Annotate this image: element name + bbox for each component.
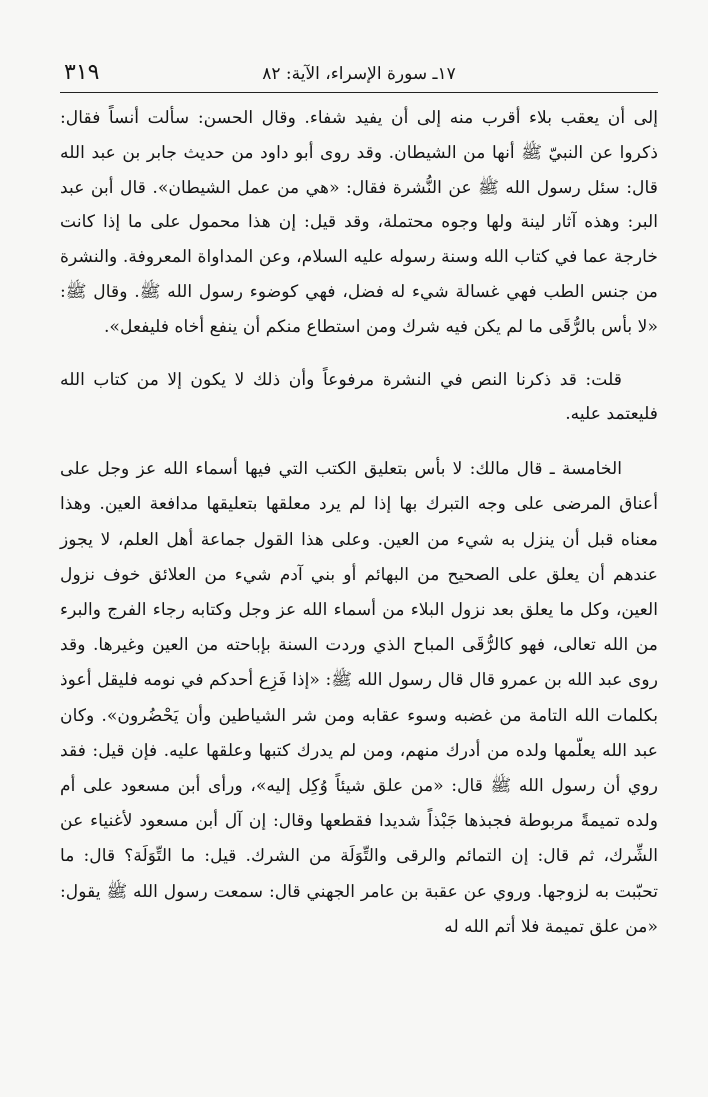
paragraph-fifth-issue: الخامسة ـ قال مالك: لا بأس بتعليق الكتب التي فيها أسماء الله عز وجل على أعناق المرضى على وجه التبرك بها إذا لم يرد معلقها بتعليقها مدافعة العين. وهذا معناه قبل أن ينزل به شيء من العين. وعلى هذا القول جماعة أهل العلم، لا يجوز عندهم أن يعلق على الصحيح من البهائم أو بني آدم شيء من العلائق خوف نزول العين، وكل ما يعلق بعد نزول البلاء من أسماء الله عز وجل وكتابه رجاء الفرج والبرء من الله تعالى، فهو كالرُّقَى المباح الذي وردت السنة بإباحته من العين وغيرها. وقد روى عبد الله بن عمرو قال قال رسول الله ﷺ: «إذا فَزِع أحدكم في نومه فليقل أعوذ بكلمات الله التامة من غضبه وسوء عقابه ومن شر الشياطين وأن يَحْضُرون». وكان عبد الله يعلّمها ولده من أدرك منهم، ومن لم يدرك كتبها وعلقها عليه. فإن قيل: فقد روي أن رسول الله ﷺ قال: «من علق شيئاً وُكِل إليه»، ورأى أبن مسعود على أم ولده تميمةً مربوطة فجبذها جَبْذاً شديدا فقطعها وقال: إن آل أبن مسعود لأغنياء عن الشِّرك، ثم قال: إن التمائم والرقى والتِّوَلَة من الشرك. قيل: ما التِّوَلَة؟ قال: ما تحبّبت به لزوجها. وروي عن عقبة بن عامر الجهني قال: سمعت رسول الله ﷺ يقول: «من علق تميمة فلا أتم الله له: [60, 459, 658, 937]
paragraph-author-note: قلت: قد ذكرنا النص في النشرة مرفوعاً وأن ذلك لا يكون إلا من كتاب الله فليعتمد عليه.: [60, 369, 658, 425]
paragraph-commentary: إلى أن يعقب بلاء أقرب منه إلى أن يفيد شفاء. وقال الحسن: سألت أنساً فقال: ذكروا عن النبيّ ﷺ أنها من الشيطان. وقد روى أبو داود من حديث جابر بن عبد الله قال: سئل رسول الله ﷺ عن النُّشرة فقال: «هي من عمل الشيطان». قال أبن عبد البر: وهذه آثار لينة ولها وجوه محتملة، وقد قيل: إن هذا محمول على ما إذا كانت خارجة عما في كتاب الله وسنة رسوله عليه السلام، وعن المداواة المعروفة. والنشرة من جنس الطب فهي غسالة شيء له فضل، فهي كوضوء رسول الله ﷺ. وقال ﷺ: «لا بأس بالرُّقَى ما لم يكن فيه شرك ومن استطاع منكم أن ينفع أخاه فليفعل».: [60, 108, 658, 337]
page-header: [60, 58, 658, 93]
page-number: ٣١٩: [64, 60, 100, 85]
running-title: ١٧ـ سورة الإسراء، الآية: ٨٢: [262, 64, 456, 84]
